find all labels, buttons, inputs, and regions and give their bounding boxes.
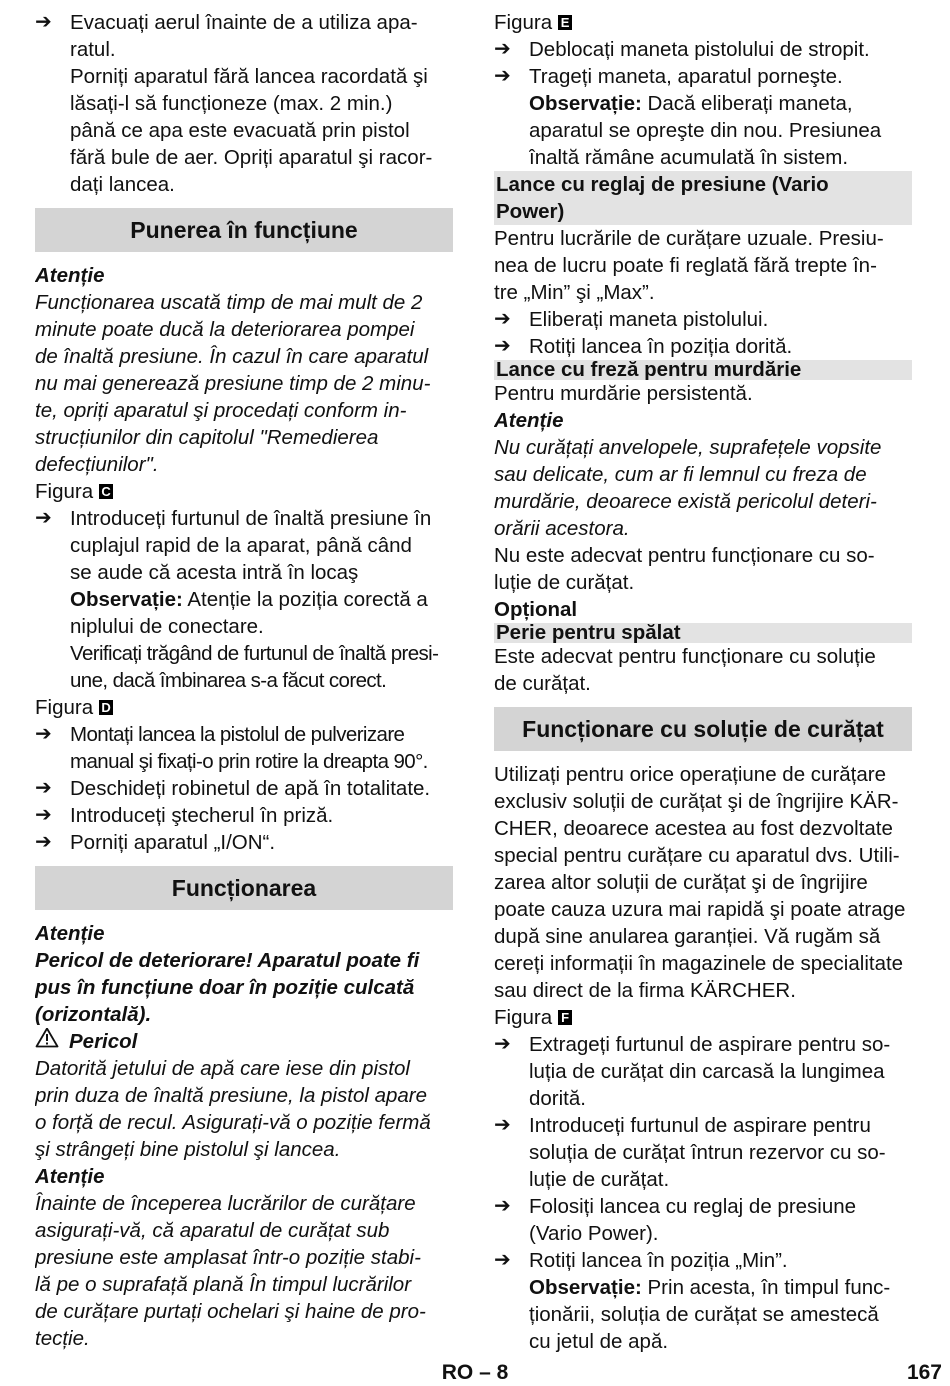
arrow-right-icon: ➔ <box>35 831 52 853</box>
list-item: ➔ Introduceți ştecherul în priză. <box>35 804 334 827</box>
paragraph: Pentru lucrările de curățare uzuale. Presiu- nea de lucru poate fi reglată fără trepte în- tre „Min” şi „Max”. <box>494 227 884 304</box>
attention-label: Atenție <box>35 922 105 945</box>
optional-label: Opțional <box>494 598 578 621</box>
figure-reference: Figura D <box>35 694 453 721</box>
attention-label: Atenție <box>494 409 564 432</box>
list-item: ➔ Introduceți furtunul de înaltă presiune în cuplajul rapid de la aparat, până când se aude că acesta intră în locaş Observație: Atenție la poziția corectă a niplului de conectare. Verificați trăgând de furtunul de înaltă presi- une, dacă îmbinarea s-a făcut corect. <box>35 505 453 694</box>
paragraph: Utilizați pentru orice operațiune de curățare exclusiv soluții de curățat şi de îngrijire KÄR- CHER, deoarece acestea au fost dezvoltate special pentru curățare cu aparatul dvs. Utili- zarea altor soluții de curățat şi de îngrijire poate cauza uzura mai rapidă şi poate atrage după sine anularea garanției. Vă rugăm să cereți informații în magazinele de specialitate sau direct de la firma KÄRCHER. <box>494 763 906 1002</box>
paragraph: Nu este adecvat pentru funcționare cu so- luție de curățat. <box>494 544 875 594</box>
arrow-right-icon: ➔ <box>494 1114 511 1136</box>
section-heading: Funcționare cu soluție de curățat <box>494 707 912 751</box>
attention-text: Nu curățați anvelopele, suprafețele vopsite sau delicate, cum ar fi lemnul cu freza de murdărie, deoarece există pericolul deteri- orării acestora. <box>494 436 882 540</box>
figure-letter-badge: F <box>558 1010 572 1025</box>
note-line: Observație: Prin acesta, în timpul func- <box>529 1276 891 1299</box>
page-footer-label: RO – 8 <box>441 1361 509 1384</box>
list-item: ➔ Evacuați aerul înainte de a utiliza apa- ratul. <box>35 11 418 61</box>
arrow-right-icon: ➔ <box>494 308 511 330</box>
list-item: ➔ Deschideți robinetul de apă în totalitate. <box>35 777 431 800</box>
list-item: ➔ Introduceți furtunul de aspirare pentru soluția de curățat întrun rezervor cu so- luție de curățat. <box>494 1114 886 1191</box>
danger-text: Datorită jetului de apă care iese din pistol prin duza de înaltă presiune, la pistol apare o forță de recul. Asigurați-vă o poziție fermă şi strângeți bine pistolul şi lancea. <box>35 1057 431 1161</box>
arrow-right-icon: ➔ <box>35 777 52 799</box>
note-line: Observație: Atenție la poziția corectă a <box>70 588 428 611</box>
list-item: ➔ Montați lancea la pistolul de pulverizare manual şi fixați-o prin rotire la dreapta 90°. <box>35 723 428 773</box>
figure-letter-badge: C <box>99 484 113 499</box>
figure-reference: Figura F <box>494 1004 912 1031</box>
figure-letter-badge: E <box>558 15 572 30</box>
list-item: ➔ Eliberați maneta pistolului. <box>494 308 769 331</box>
figure-letter-badge: D <box>99 700 113 715</box>
left-column <box>35 9 453 1352</box>
subsection-heading: Lance cu freză pentru murdărie <box>494 360 912 380</box>
list-item: ➔ Folosiți lancea cu reglaj de presiune (Vario Power). <box>494 1195 857 1245</box>
note-line: Observație: Dacă eliberați maneta, <box>529 92 853 115</box>
page-number: 167 <box>906 1361 942 1384</box>
arrow-right-icon: ➔ <box>35 11 52 33</box>
attention-label: Atenție <box>35 264 105 287</box>
arrow-right-icon: ➔ <box>35 804 52 826</box>
attention-text: Pericol de deteriorare! Aparatul poate fi pus în funcțiune doar în poziție culcată (orizontală). <box>35 949 420 1026</box>
note-label: Observație: <box>529 1276 642 1299</box>
attention-text: Înainte de începerea lucrărilor de curățare asigurați-vă, că aparatul de curățat sub presiune este amplasat într-o poziție stabi- lă pe o suprafață plană În timpul lucrărilor de curățare purtați ochelari şi haine de pro- tecție. <box>35 1192 426 1350</box>
list-item: ➔ Trageți maneta, aparatul porneşte. Observație: Dacă eliberați maneta, aparatul se opreşte din nou. Presiunea înaltă rămâne acumulată în sistem. <box>494 63 912 171</box>
list-item: ➔ Rotiți lancea în poziția dorită. <box>494 335 793 358</box>
danger-label: Pericol <box>35 1028 453 1055</box>
list-item: ➔ Extrageți furtunul de aspirare pentru so- luția de curățat din carcasă la lungimea dorită. <box>494 1033 891 1110</box>
figure-reference: Figura C <box>35 478 453 505</box>
list-item: ➔ Deblocați maneta pistolului de stropit. <box>494 38 870 61</box>
subsection-heading: Lance cu reglaj de presiune (Vario Power) <box>494 171 912 225</box>
warning-triangle-icon <box>35 1028 59 1055</box>
list-item: ➔ Porniți aparatul „I/ON“. <box>35 831 276 854</box>
attention-label: Atenție <box>35 1165 105 1188</box>
paragraph: Este adecvat pentru funcționare cu soluție de curățat. <box>494 645 876 695</box>
arrow-right-icon: ➔ <box>494 1033 511 1055</box>
section-heading: Punerea în funcțiune <box>35 208 453 252</box>
subsection-heading: Perie pentru spălat <box>494 623 912 643</box>
arrow-right-icon: ➔ <box>494 38 511 60</box>
instruction-text: Porniți aparatul fără lancea racordată şi lăsați-l să funcționeze (max. 2 min.) până ce apa este evacuată prin pistol fără bule de aer. Opriți aparatul şi racor- dați lancea. <box>70 65 433 196</box>
note-label: Observație: <box>70 588 183 611</box>
arrow-right-icon: ➔ <box>494 335 511 357</box>
list-item: ➔ Rotiți lancea în poziția „Min”. Observație: Prin acesta, în timpul func- ționării, soluția de curățat se amestecă cu jetul de apă. <box>494 1247 912 1355</box>
paragraph: Pentru murdărie persistentă. <box>494 382 753 405</box>
arrow-right-icon: ➔ <box>494 1195 511 1217</box>
arrow-right-icon: ➔ <box>494 1249 511 1271</box>
attention-text: Funcționarea uscată timp de mai mult de 2 minute poate ducă la deteriorarea pompei de înaltă presiune. În cazul în care aparatul nu mai generează presiune timp de 2 minu- te, opriți aparatul şi procedați conform in- strucțiunilor din capitolul "Remedierea defecțiunilor". <box>35 291 431 476</box>
figure-reference: Figura E <box>494 9 912 36</box>
right-column <box>494 9 912 1355</box>
note-label: Observație: <box>529 92 642 115</box>
arrow-right-icon: ➔ <box>35 723 52 745</box>
arrow-right-icon: ➔ <box>494 65 511 87</box>
arrow-right-icon: ➔ <box>35 507 52 529</box>
section-heading: Funcționarea <box>35 866 453 910</box>
